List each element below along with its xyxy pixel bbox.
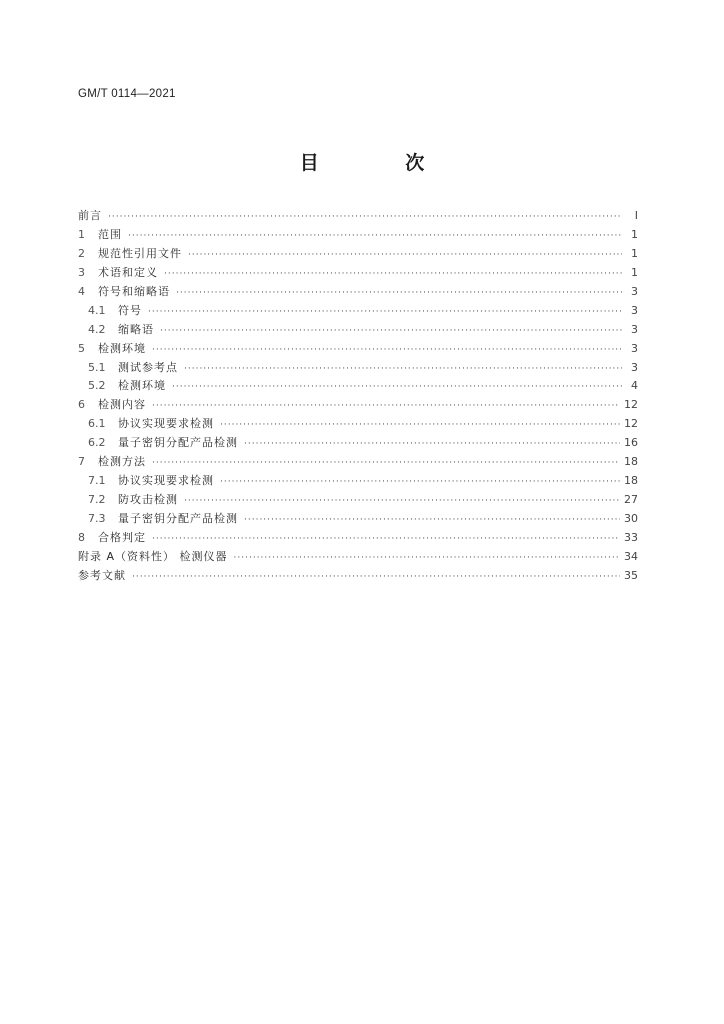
toc-entry-number: 7.3 (88, 512, 106, 525)
toc-entry-number: 7.1 (88, 474, 106, 488)
toc-entry-page: 18 (624, 455, 638, 469)
toc-entry[interactable] (78, 491, 638, 510)
toc-entry-label: 附录 A（资料性） 检测仪器 (78, 549, 228, 563)
dot-leader (152, 458, 620, 468)
dot-leader (172, 382, 622, 392)
dot-leader (188, 250, 622, 260)
toc-entry-page: I (634, 209, 638, 222)
dot-leader (184, 496, 620, 506)
toc-entry[interactable] (78, 377, 638, 396)
toc-entry-label: 量子密钥分配产品检测 (118, 436, 238, 450)
toc-entry[interactable] (78, 359, 638, 378)
toc-entry[interactable] (78, 529, 638, 548)
toc-entry-page: 30 (624, 512, 638, 525)
toc-entry-page: 3 (631, 360, 638, 374)
toc-entry-page: 16 (624, 436, 638, 450)
toc-entry-number: 7.2 (88, 493, 106, 507)
page-title: 目 次 (299, 152, 465, 174)
toc-entry-label: 测试参考点 (118, 360, 178, 374)
toc-entry-number: 7 (78, 455, 85, 469)
toc-entry-number: 6 (78, 398, 85, 412)
toc-entry-label: 检测内容 (98, 398, 146, 412)
toc-entry-page: 3 (631, 303, 638, 317)
toc-entry[interactable] (78, 207, 638, 226)
toc-entry-page: 12 (624, 398, 638, 412)
toc-entry-label: 检测方法 (98, 455, 146, 469)
toc-entry-number: 1 (78, 227, 85, 241)
table-of-contents (78, 207, 638, 586)
toc-entry-label: 符号 (118, 303, 142, 317)
toc-entry[interactable] (78, 567, 638, 586)
dot-leader (176, 288, 622, 298)
toc-entry-label: 检测环境 (98, 341, 146, 355)
toc-entry[interactable] (78, 396, 638, 415)
toc-entry-page: 3 (631, 322, 638, 336)
toc-entry-label: 防攻击检测 (118, 493, 178, 507)
dot-leader (184, 364, 622, 374)
toc-entry-page: 4 (631, 379, 638, 393)
toc-entry-page: 33 (624, 530, 638, 544)
toc-entry-label: 协议实现要求检测 (118, 474, 214, 488)
toc-entry-label: 检测环境 (118, 379, 166, 393)
toc-entry-number: 8 (78, 530, 85, 544)
toc-entry-page: 1 (631, 265, 638, 279)
dot-leader (132, 572, 620, 582)
dot-leader (220, 477, 620, 487)
toc-entry[interactable] (78, 472, 638, 491)
toc-entry-page: 35 (624, 568, 638, 582)
dot-leader (148, 307, 622, 317)
toc-entry[interactable] (78, 548, 638, 567)
toc-entry-page: 1 (631, 227, 638, 241)
toc-entry[interactable] (78, 264, 638, 283)
toc-entry-label: 缩略语 (118, 322, 154, 336)
toc-entry[interactable] (78, 283, 638, 302)
toc-entry[interactable] (78, 415, 638, 434)
dot-leader (108, 212, 622, 222)
toc-entry-label: 参考文献 (78, 568, 126, 582)
toc-entry[interactable] (78, 510, 638, 529)
dot-leader (152, 345, 622, 355)
toc-entry-number: 5 (78, 341, 85, 355)
toc-entry-page: 12 (624, 417, 638, 431)
toc-entry-page: 27 (624, 493, 638, 507)
toc-entry[interactable] (78, 340, 638, 359)
toc-entry-label: 术语和定义 (98, 265, 158, 279)
toc-entry-number: 2 (78, 246, 85, 260)
toc-entry-label: 合格判定 (98, 530, 146, 544)
toc-entry-number: 4 (78, 284, 85, 298)
toc-entry[interactable] (78, 321, 638, 340)
dot-leader (160, 326, 622, 336)
toc-entry[interactable] (78, 453, 638, 472)
toc-entry-number: 4.2 (88, 322, 106, 336)
toc-entry-label: 符号和缩略语 (98, 284, 170, 298)
toc-entry-page: 3 (631, 341, 638, 355)
toc-entry[interactable] (78, 302, 638, 321)
toc-entry[interactable] (78, 226, 638, 245)
toc-entry-number: 5.1 (88, 360, 106, 374)
toc-entry-number: 6.1 (88, 417, 106, 431)
dot-leader (220, 420, 620, 430)
dot-leader (244, 515, 620, 525)
dot-leader (152, 534, 620, 544)
toc-entry-number: 4.1 (88, 303, 106, 317)
document-code: GM/T 0114—2021 (78, 88, 176, 100)
toc-entry-label: 规范性引用文件 (98, 246, 182, 260)
dot-leader (164, 269, 622, 279)
toc-entry-page: 18 (624, 474, 638, 488)
toc-entry-label: 范围 (98, 227, 122, 241)
dot-leader (128, 231, 622, 241)
toc-entry-page: 34 (624, 549, 638, 563)
toc-entry-label: 前言 (78, 209, 102, 222)
dot-leader (244, 439, 620, 449)
dot-leader (234, 553, 620, 563)
dot-leader (152, 401, 620, 411)
toc-entry[interactable] (78, 434, 638, 453)
toc-entry-number: 5.2 (88, 379, 106, 393)
toc-entry-number: 6.2 (88, 436, 106, 450)
toc-entry-number: 3 (78, 265, 85, 279)
toc-entry-page: 3 (631, 284, 638, 298)
toc-entry-label: 量子密钥分配产品检测 (118, 512, 238, 525)
toc-entry-label: 协议实现要求检测 (118, 417, 214, 431)
toc-entry[interactable] (78, 245, 638, 264)
toc-entry-page: 1 (631, 246, 638, 260)
